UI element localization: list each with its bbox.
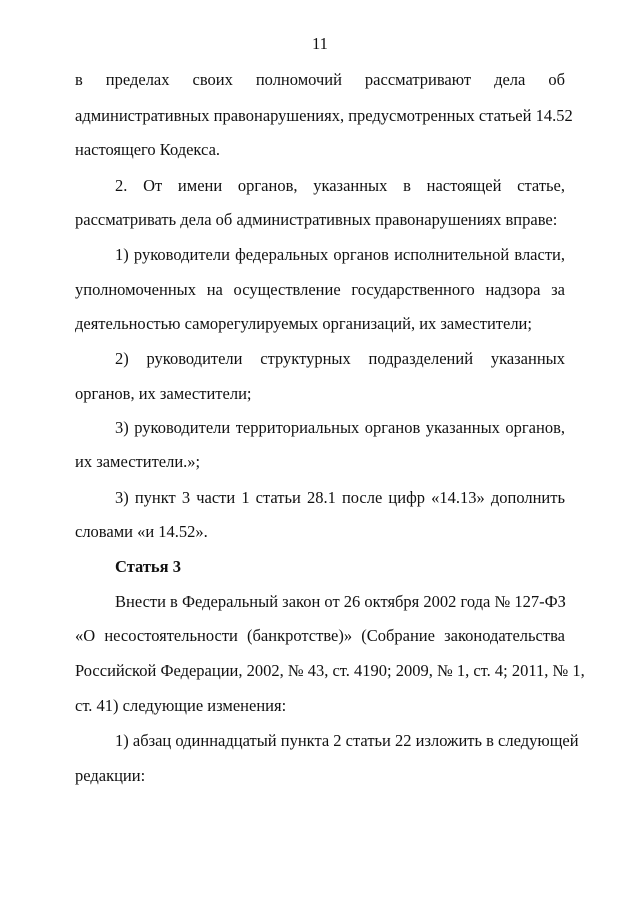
text-line: 2. От имени органов, указанных в настоящей статье,: [115, 176, 565, 195]
text-line: их заместители.»;: [75, 452, 201, 471]
page-number: 11: [312, 34, 328, 53]
text-line: рассматривать дела об административных правонарушениях вправе:: [75, 210, 558, 229]
text-line: редакции:: [75, 766, 146, 785]
text-line: в пределах своих полномочий рассматривают дела об: [75, 70, 565, 89]
text-line: административных правонарушениях, предусмотренных статьей 14.52: [75, 106, 573, 125]
text-line: уполномоченных на осуществление государственного надзора за: [75, 280, 565, 299]
list-item-line: 1) руководители федеральных органов исполнительной власти,: [115, 245, 565, 264]
list-item-line: 1) абзац одиннадцатый пункта 2 статьи 22 изложить в следующей: [115, 731, 579, 750]
text-line: Внести в Федеральный закон от 26 октября 2002 года № 127-ФЗ: [115, 592, 566, 611]
text-line: деятельностью саморегулируемых организаций, их заместители;: [75, 314, 532, 333]
text-line: ст. 41) следующие изменения:: [75, 696, 287, 715]
list-item-line: 2) руководители структурных подразделений указанных: [115, 349, 565, 368]
article-heading: Статья 3: [115, 557, 181, 576]
text-line: Российской Федерации, 2002, № 43, ст. 4190; 2009, № 1, ст. 4; 2011, № 1,: [75, 661, 585, 680]
list-item-line: 3) пункт 3 части 1 статьи 28.1 после цифр «14.13» дополнить: [115, 488, 565, 507]
text-line: «О несостоятельности (банкротстве)» (Собрание законодательства: [75, 626, 565, 645]
text-line: словами «и 14.52».: [75, 522, 208, 541]
text-line: настоящего Кодекса.: [75, 140, 221, 159]
text-line: органов, их заместители;: [75, 384, 252, 403]
list-item-line: 3) руководители территориальных органов указанных органов,: [115, 418, 565, 437]
